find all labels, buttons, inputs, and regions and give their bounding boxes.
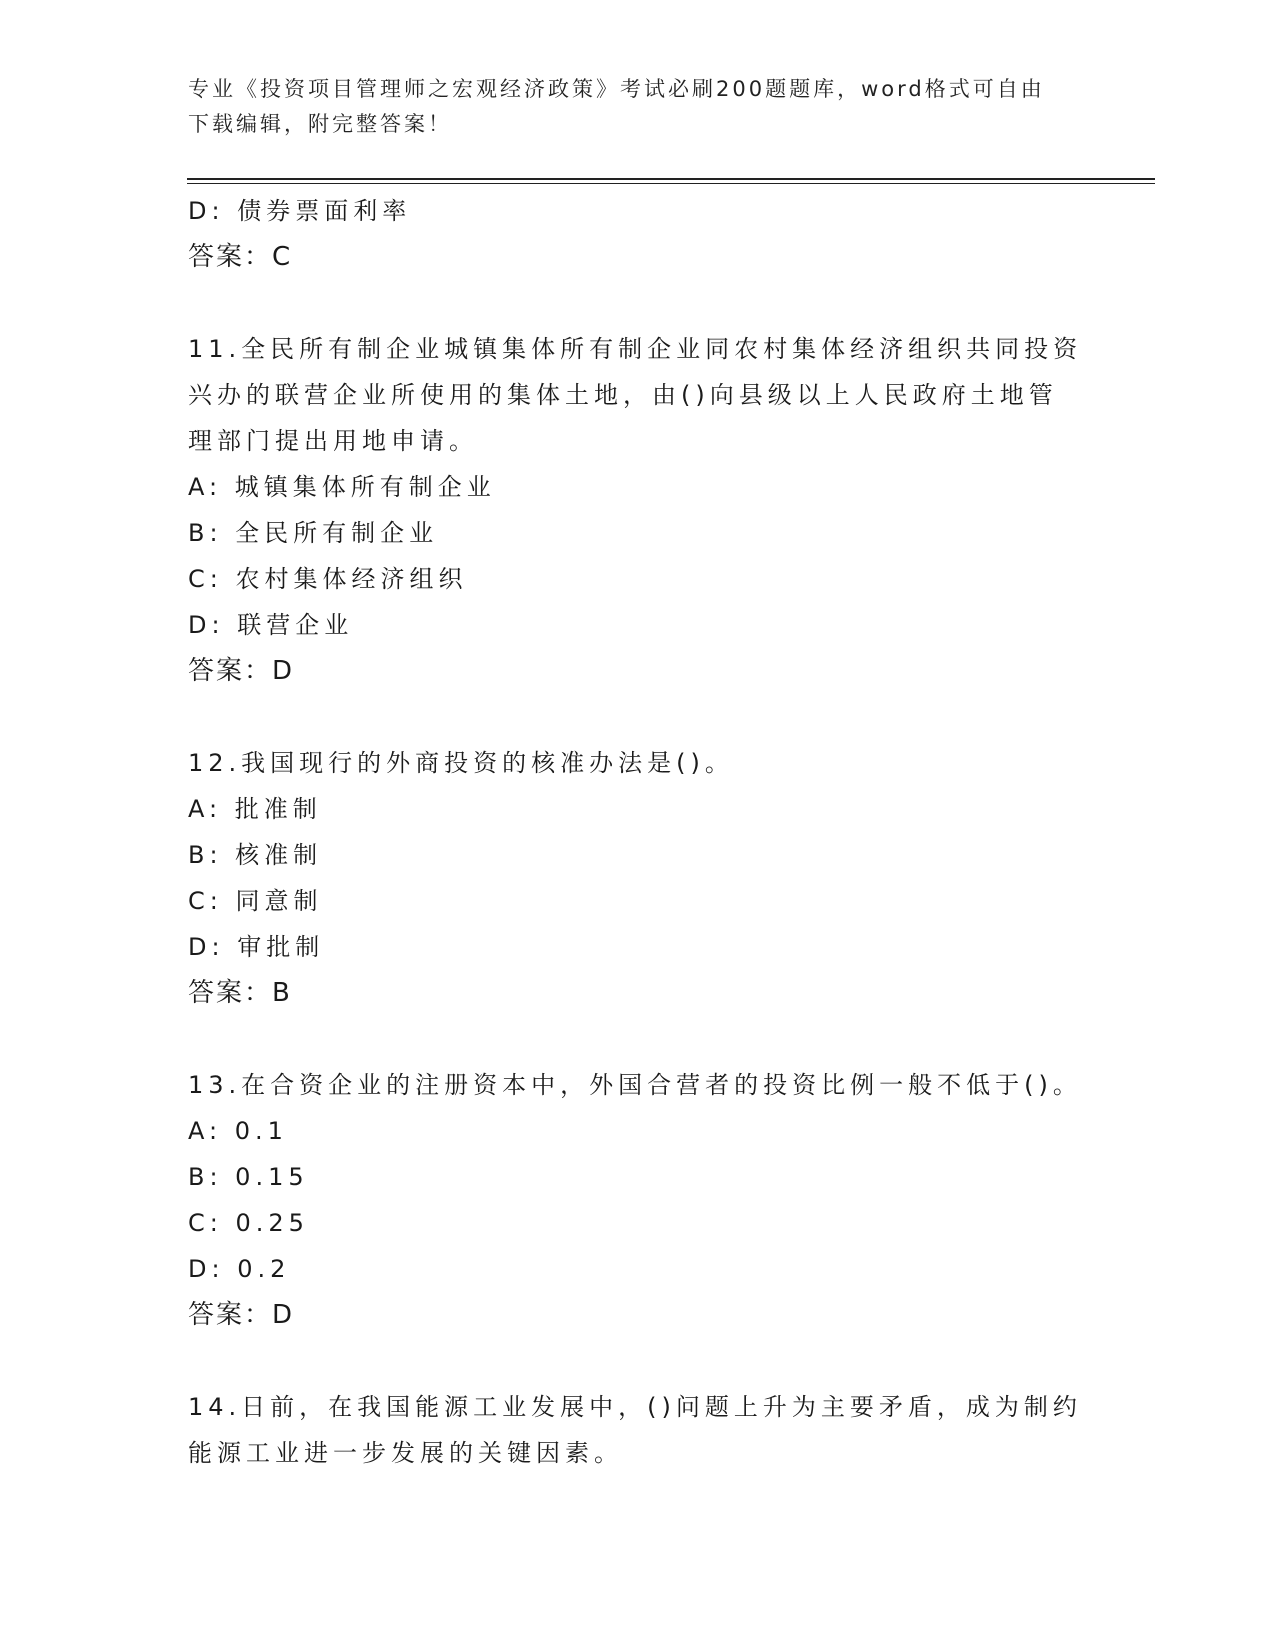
answer-line: 答案：C [188,242,293,272]
question-12 [188,740,1088,1016]
spacer [188,1016,1088,1062]
question-text-line: 11.全民所有制企业城镇集体所有制企业同农村集体经济组织共同投资 [188,335,1083,363]
option-c: C: 0.25 [188,1209,309,1237]
option-a: A: 0.1 [188,1117,288,1145]
header-line-1: 专业《投资项目管理师之宏观经济政策》考试必刷200题题库，word格式可自由 [188,77,1045,101]
option-b: B: 0.15 [188,1163,309,1191]
answer-line: 答案：D [188,656,295,686]
option-d: D: 债券票面利率 [188,197,412,225]
question-text-line: 12.我国现行的外商投资的核准办法是()。 [188,749,734,777]
page-header [188,72,1068,142]
option-b: B: 核准制 [188,841,323,869]
answer-line: 答案：D [188,1300,295,1330]
question-text-line: 13.在合资企业的注册资本中，外国合营者的投资比例一般不低于()。 [188,1071,1082,1099]
question-10-tail [188,188,1088,280]
option-c: C: 农村集体经济组织 [188,565,468,593]
question-14 [188,1384,1088,1476]
question-11 [188,326,1088,694]
answer-line: 答案：B [188,978,292,1008]
question-text-line: 兴办的联营企业所使用的集体土地，由()向县级以上人民政府土地管 [188,381,1058,409]
question-content [188,188,1088,1476]
header-divider-thin [187,183,1155,184]
spacer [188,694,1088,740]
option-d: D: 联营企业 [188,611,354,639]
option-a: A: 城镇集体所有制企业 [188,473,496,501]
question-text-line: 能源工业进一步发展的关键因素。 [188,1439,623,1467]
option-c: C: 同意制 [188,887,323,915]
spacer [188,280,1088,326]
header-line-2: 下载编辑，附完整答案！ [188,112,452,136]
option-d: D: 审批制 [188,933,325,961]
question-text-line: 14.日前，在我国能源工业发展中，()问题上升为主要矛盾，成为制约 [188,1393,1082,1421]
option-d: D: 0.2 [188,1255,291,1283]
option-b: B: 全民所有制企业 [188,519,439,547]
header-divider-thick [187,178,1155,180]
question-13 [188,1062,1088,1338]
spacer [188,1338,1088,1384]
question-text-line: 理部门提出用地申请。 [188,427,478,455]
option-a: A: 批准制 [188,795,322,823]
